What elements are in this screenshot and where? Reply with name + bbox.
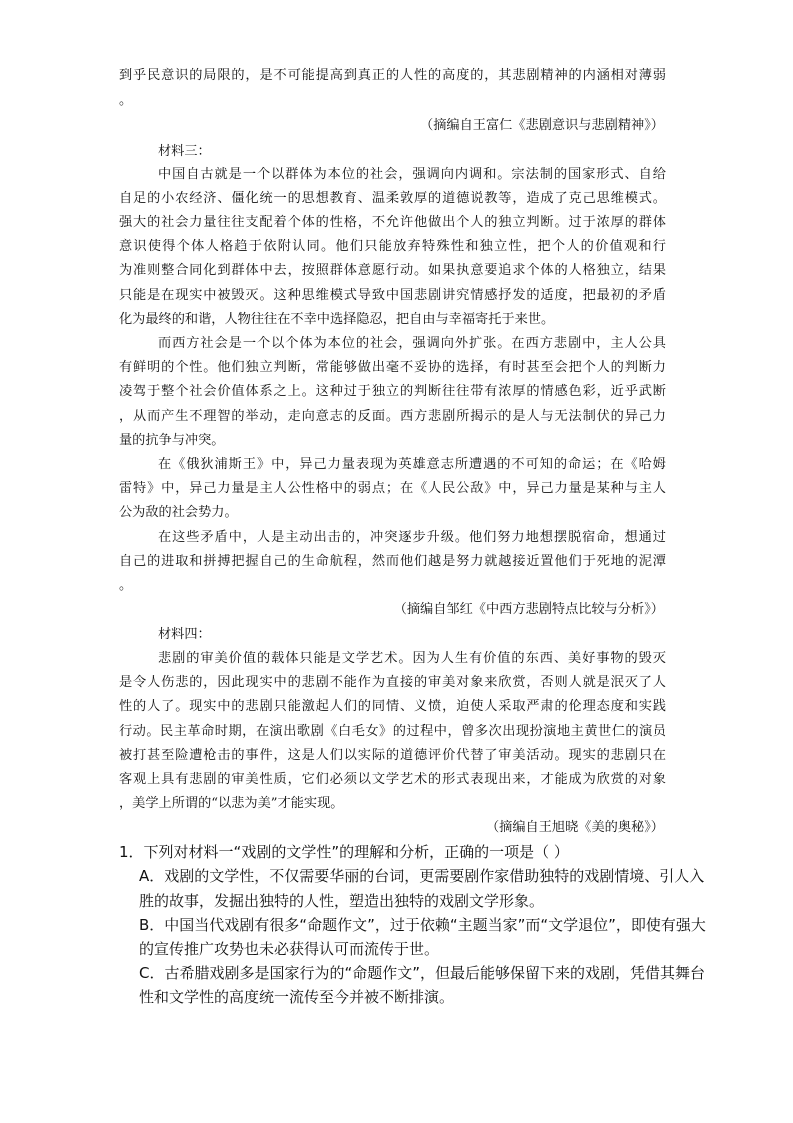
paragraph-line: 悲剧的审美价值的载体只能是文学艺术。因为人生有价值的东西、美好事物的毁灭 [158,651,666,666]
material-heading: 材料四： [158,627,211,642]
paragraph-line: ，从而产生不理智的举动，走向意志的反面。西方悲剧所揭示的是人与无法制伏的异己力 [119,409,666,424]
paragraph-line: 凌驾于整个社会价值体系之上。这种过于独立的判断往往带有浓厚的情感色彩，近乎武断 [119,384,666,399]
paragraph-line: 行动。民主革命时期，在演出歌剧《白毛女》的过程中，曾多次出现扮演地主黄世仁的演员 [119,724,666,739]
paragraph-line: 在这些矛盾中，人是主动出击的，冲突逐步升级。他们努力地想摆脱宿命，想通过 [158,530,666,545]
paragraph-line: 被打甚至险遭枪击的事件，这是人们以实际的道德评价代替了审美活动。现实的悲剧只在 [119,748,666,763]
option-a-line: A．戏剧的文学性，不仅需要华丽的台词，更需要剧作家借助独特的戏剧情境、引人入 [139,867,705,885]
paragraph-line: 雷特》中，异己力量是主人公性格中的弱点；在《人民公敌》中，异己力量是某种与主人 [119,481,666,496]
paragraph-line: 只能是在现实中被毁灭。这种思维模式导致中国悲剧讲究情感抒发的适度，把最初的矛盾 [119,288,666,303]
paragraph-line: 自足的小农经济、僵化统一的思想教育、温柔敦厚的道德说教等，造成了克己思维模式。 [119,191,666,206]
paragraph-line: 量的抗争与冲突。 [119,433,225,448]
paragraph-line: 意识使得个体人格趋于依附认同。他们只能放弃特殊性和独立性，把个人的价值观和行 [119,239,666,254]
option-c-line: C．古希腊戏剧多是国家行为的“命题作文”，但最后能够保留下来的戏剧，凭借其舞台 [139,964,706,982]
question-stem: 1．下列对材料一“戏剧的文学性”的理解和分析，正确的一项是（ ） [119,843,569,861]
passage-line: 到乎民意识的局限的，是不可能提高到真正的人性的高度的，其悲剧精神的内涵相对薄弱 [119,68,666,83]
paragraph-line: 在《俄狄浦斯王》中，异己力量表现为英雄意志所遭遇的不可知的命运；在《哈姆 [158,457,666,472]
paragraph-line: 强大的社会力量往往支配着个体的性格，不允许他做出个人的独立判断。过于浓厚的群体 [119,215,666,230]
source-citation: （摘编自王旭晓《美的奥秘》） [485,820,664,835]
paragraph-line: 有鲜明的个性。他们独立判断，常能够做出毫不妥协的选择，有时甚至会把个人的判断力 [119,360,666,375]
paragraph-line: 自己的进取和拼搏把握自己的生命航程，然而他们越是努力就越接近置他们于死地的泥潭 [119,554,666,569]
paragraph-line: 。 [119,578,133,593]
option-b-line: 的宣传推广攻势也未必获得认可而流传于世。 [139,940,440,958]
paragraph-line: 公为敌的社会势力。 [119,505,238,520]
paragraph-line: 而西方社会是一个以个体为本位的社会，强调向外扩张。在西方悲剧中，主人公具 [158,336,666,351]
source-citation: （摘编自邹红《中西方悲剧特点比较与分析》） [393,602,664,617]
option-c-line: 性和文学性的高度统一流传至今并被不断排演。 [139,988,455,1006]
passage-line: 。 [119,93,133,108]
paragraph-line: 性的人了。现实中的悲剧只能激起人们的同情、义愤，迫使人采取严肃的伦理态度和实践 [119,699,666,714]
option-a-line: 胜的故事，发掘出独特的人性，塑造出独特的戏剧文学形象。 [139,892,545,910]
source-citation: （摘编自王富仁《悲剧意识与悲剧精神》） [420,118,664,133]
paragraph-line: 中国自古就是一个以群体为本位的社会，强调向内调和。宗法制的国家形式、自给 [158,167,666,182]
paragraph-line: 客观上具有悲剧的审美性质，它们必须以文学艺术的形式表现出来，才能成为欣赏的对象 [119,772,666,787]
option-b-line: B．中国当代戏剧有很多“命题作文”，过于依赖“主题当家”而“文学退位”，即使有强大 [139,916,706,934]
paragraph-line: 为准则整合同化到群体中去，按照群体意愿行动。如果执意要追求个体的人格独立，结果 [119,263,666,278]
paragraph-line: ，美学上所谓的“以悲为美”才能实现。 [119,796,344,811]
material-heading: 材料三： [158,144,211,159]
paragraph-line: 是令人伤悲的，因此现实中的悲剧不能作为直接的审美对象来欣赏，否则人就是泯灭了人 [119,675,666,690]
paragraph-line: 化为最终的和谐，人物往往在不幸中选择隐忍，把自由与幸福寄托于来世。 [119,312,555,327]
